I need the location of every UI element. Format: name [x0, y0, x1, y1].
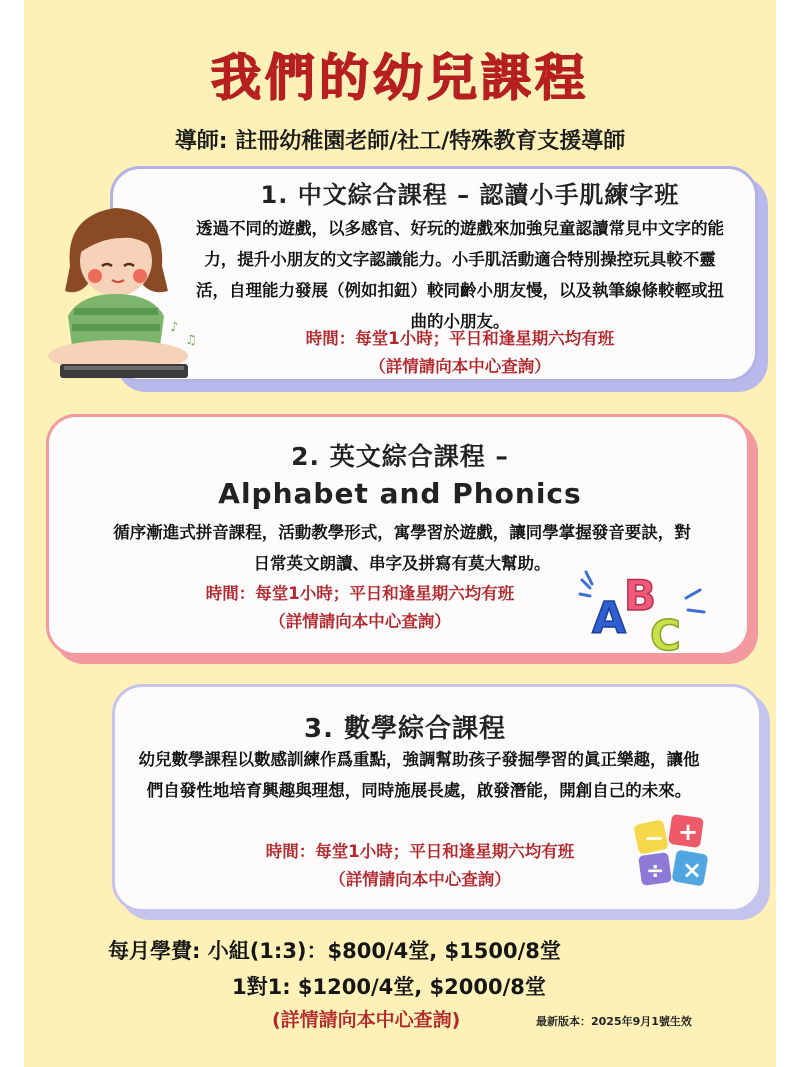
version-note: 最新版本：2025年9月1號生效 [536, 1015, 692, 1028]
fees-group: 每月學費: 小組(1:3)：$800/4堂, $1500/8堂 [108, 939, 561, 963]
course-3-time: 時間：每堂1小時；平日和逢星期六均有班 [265, 842, 575, 861]
abc-letter-c: C [650, 611, 681, 658]
course-2-time: 時間：每堂1小時；平日和逢星期六均有班 [205, 584, 515, 603]
math-plus-symbol: + [678, 818, 699, 846]
course-2-title-line2: Alphabet and Phonics [218, 477, 582, 510]
course-3-title: 3. 數學綜合課程 [303, 714, 507, 744]
math-symbols-icon [632, 812, 712, 892]
girl-illustration [40, 196, 210, 386]
course-3-description: 幼兒數學課程以數感訓練作爲重點，強調幫助孩子發掘學習的眞正樂趣，讓他們自發性地培育興趣與理想，同時施展長處，啟發潛能，開創自己的未來。 [138, 750, 700, 800]
math-divide-symbol: ÷ [646, 859, 665, 884]
abc-letter-a: A [592, 593, 627, 644]
course-1-inquiry: （詳情請向本中心查詢） [369, 357, 551, 376]
math-times-symbol: × [682, 856, 703, 884]
course-2-inquiry: （詳情請向本中心查詢） [269, 612, 451, 631]
svg-text:♫: ♫ [185, 333, 197, 348]
fees-inquiry-note: (詳情請向本中心查詢) [272, 1009, 461, 1031]
course-1-time: 時間：每堂1小時；平日和逢星期六均有班 [305, 329, 615, 348]
course-1-title: 1. 中文綜合課程 – 認讀小手肌練字班 [260, 181, 680, 209]
fees-one-to-one: 1對1: $1200/4堂, $2000/8堂 [232, 975, 546, 999]
course-2-title-line1: 2. 英文綜合課程 – [291, 442, 509, 471]
course-1-description: 透過不同的遊戲，以多感官、好玩的遊戲來加強兒童認讀常見中文字的能力，提升小朋友的文字認識能力。小手肌活動適合特別操控玩具較不靈活，自理能力發展（例如扣鈕）較同齡小朋友慢，以及執筆線條較輕或扭曲的小朋友。 [196, 219, 724, 331]
course-3-inquiry: （詳情請向本中心查詢） [329, 870, 511, 889]
page-title: 我們的幼兒課程 [211, 49, 589, 107]
svg-text:♪: ♪ [170, 320, 179, 335]
math-minus-symbol: − [644, 824, 665, 852]
abc-letter-b: B [624, 571, 657, 620]
abc-letters-icon [578, 568, 708, 658]
teacher-line: 導師: 註冊幼稚園老師/社工/特殊教育支援導師 [174, 129, 626, 154]
course-2-description: 循序漸進式拼音課程，活動教學形式，寓學習於遊戲，讓同學掌握發音要訣，對日常英文朗讀、串字及拼寫有莫大幫助。 [113, 523, 691, 573]
